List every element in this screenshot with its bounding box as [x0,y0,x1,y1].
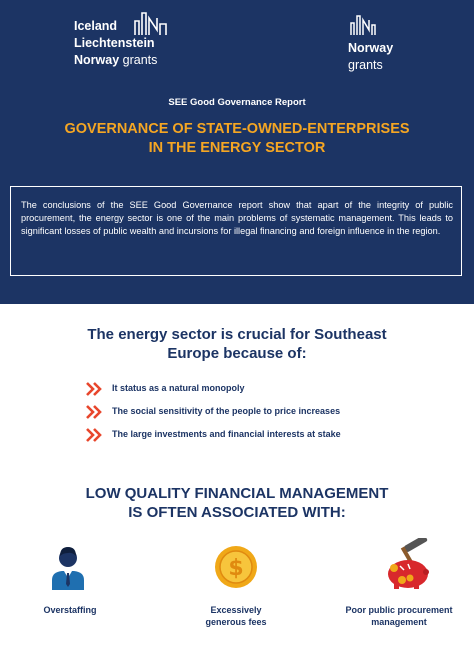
title-line-1: GOVERNANCE OF STATE-OWNED-ENTERPRISES [64,121,410,137]
logo-line-liechtenstein: Liechtenstein [74,36,155,50]
double-chevron-right-icon [86,382,102,396]
caption-line-1: Overstaffing [43,605,97,615]
caption-line-2: generous fees [205,617,267,627]
title-line-2: IN THE ENERGY SECTOR [148,140,326,156]
intro-box [10,186,462,276]
logo-line-norway: Norway [348,41,394,55]
caption-line-1: Poor public procurement [345,605,453,615]
energy-heading-line-1: The energy sector is crucial for Southeast [87,326,387,343]
bullet-text: The social sensitivity of the people to price increases [112,406,341,416]
norway-grants-logo [348,40,418,98]
grants-logo-mark-icon [134,10,168,36]
caption-line-1: Excessively [210,605,262,615]
logo-line-grants: grants [348,58,383,72]
norway-grants-logo-mark-icon [350,14,376,36]
intro-text: The conclusions of the SEE Good Governance report show that apart of the integrity of public procurement, the energy sector is one of the main problems of systematic management. This leads to significant losses of public wealth and incursions for illegal financing and foreign influence in the region. [21,200,453,236]
coin-icon [214,545,258,589]
person-icon [48,544,88,590]
double-chevron-right-icon [86,405,102,419]
piggy-bank-hammer-icon [382,538,436,590]
bullet-text: It status as a natural monopoly [112,383,245,393]
logo-line-iceland: Iceland [74,19,118,33]
excessive-fees-caption [186,604,286,628]
report-subtitle: SEE Good Governance Report [168,97,306,108]
svg-text:$: $ [228,556,244,581]
double-chevron-right-icon [86,428,102,442]
caption-line-2: management [371,617,427,627]
management-heading-line-2: IS OFTEN ASSOCIATED WITH: [128,504,346,521]
page-title [30,120,444,158]
energy-section-heading [60,325,414,363]
logo-line-norway-grants: Norway grants [74,53,158,67]
overstaffing-caption [20,604,120,616]
header-banner [0,0,474,304]
management-heading-line-1: LOW QUALITY FINANCIAL MANAGEMENT [85,485,389,502]
management-section-heading [40,484,434,522]
procurement-caption [334,604,464,628]
energy-heading-line-2: Europe because of: [167,345,307,362]
bullet-text: The large investments and financial interests at stake [112,429,341,439]
